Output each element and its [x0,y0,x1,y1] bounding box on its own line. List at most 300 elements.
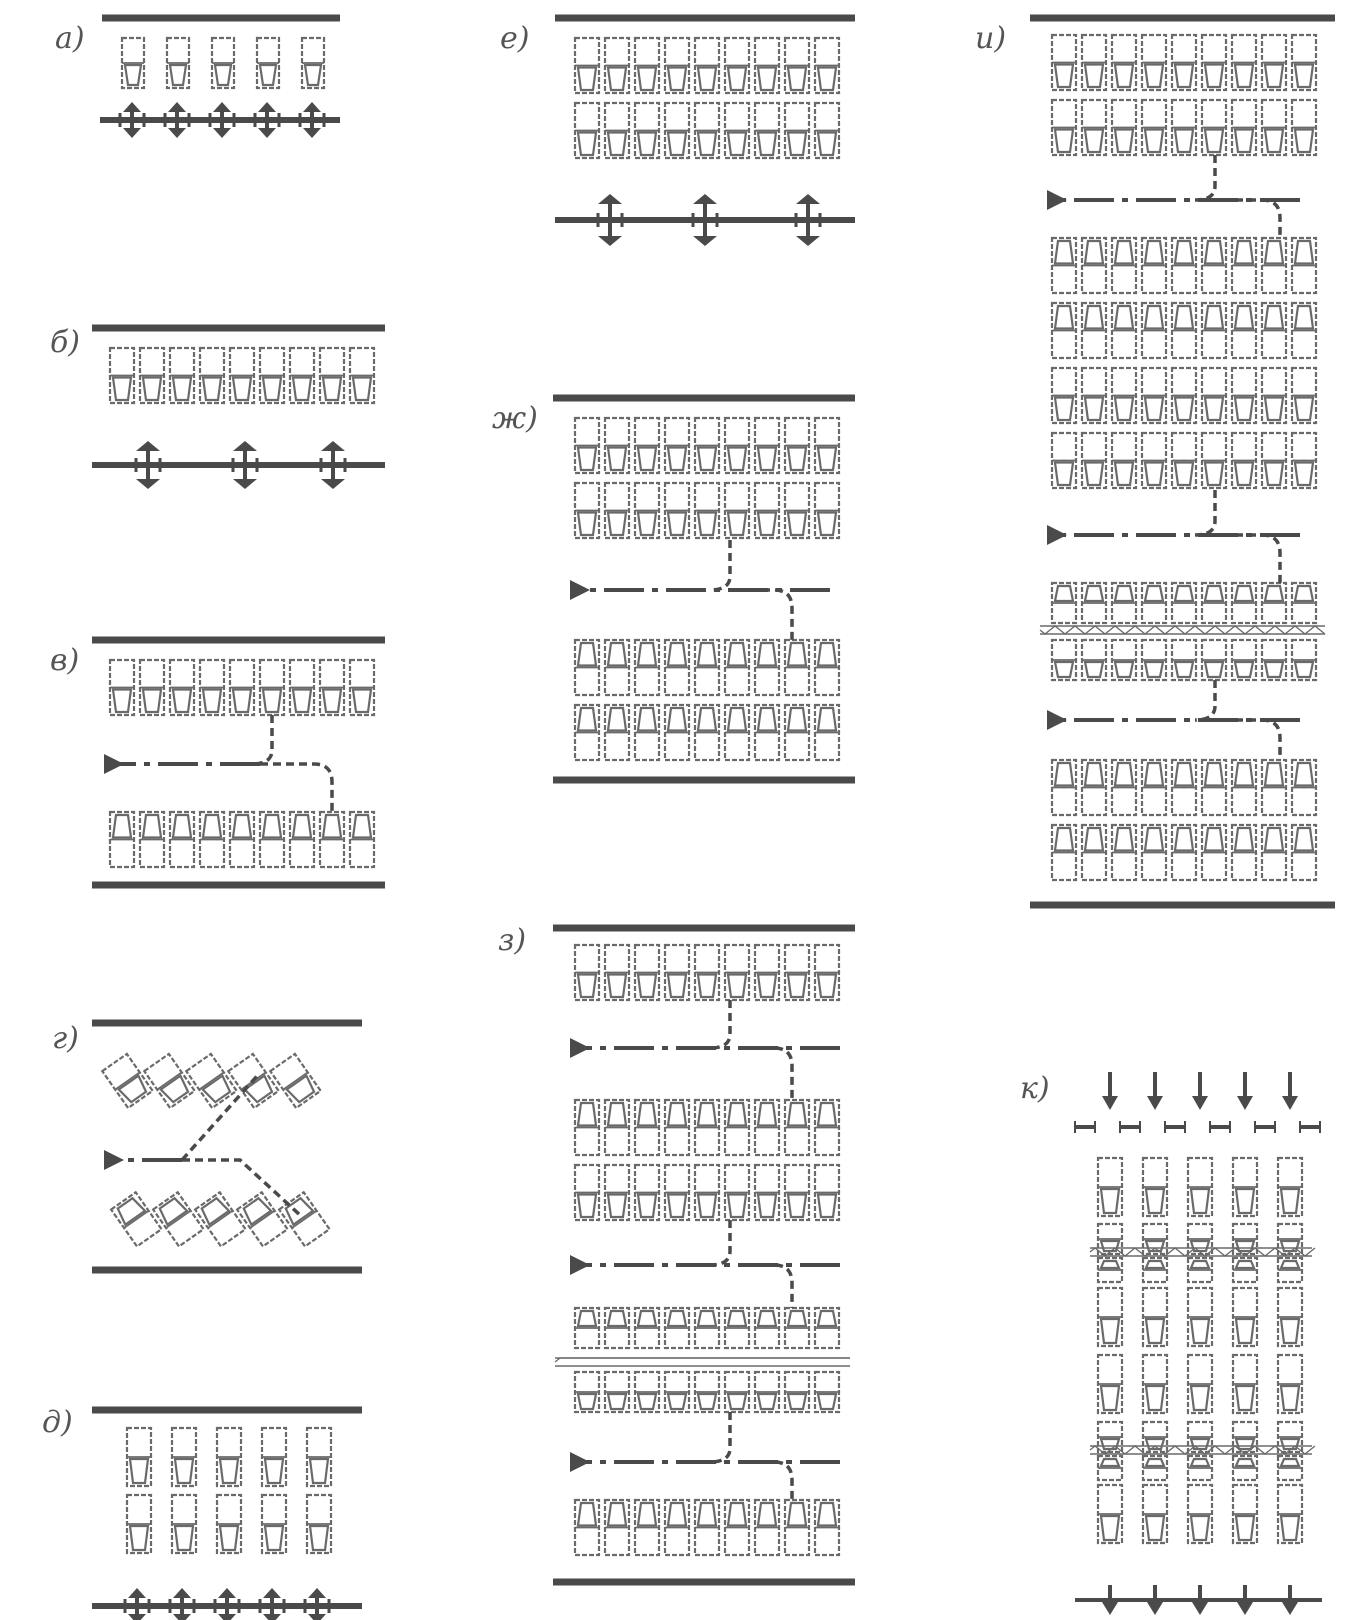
parking-stall [230,812,254,867]
parking-stall [1232,433,1256,488]
parking-stall [260,348,284,403]
angled-stall-group [195,1192,245,1246]
parking-stall [785,418,809,473]
parking-stall [725,38,749,93]
parking-stall [170,660,194,715]
parking-stall [1172,640,1196,680]
parking-stall [605,483,629,538]
parking-stall [1142,640,1166,680]
parking-stall [1112,35,1136,90]
parking-stall [1142,303,1166,358]
parking-stall [1278,1355,1302,1413]
parking-stall [635,945,659,1000]
exit-path [1195,155,1215,200]
parking-stall [815,418,839,473]
parking-stall [815,1308,839,1348]
parking-stall [1172,100,1196,155]
parking-stall [665,483,689,538]
parking-stall [1202,303,1226,358]
parking-stall [1202,368,1226,423]
parking-stall [635,1500,659,1555]
parking-stall [1143,1355,1167,1413]
angled-stall-group [153,1192,203,1246]
parking-stall [195,1192,245,1246]
parking-stall [1262,583,1286,623]
parking-stall [1188,1355,1212,1413]
parking-stall [110,348,134,403]
parking-stall [307,1495,331,1553]
parking-stall [260,812,284,867]
parking-stall [695,945,719,1000]
entry-arrow-icon [1102,1072,1118,1110]
parking-stall [1262,640,1286,680]
parking-stall [1112,303,1136,358]
parking-stall [1262,100,1286,155]
parking-stall [1202,35,1226,90]
parking-stall [1082,35,1106,90]
parking-stall [1082,640,1106,680]
parking-stall [1172,583,1196,623]
parking-stall [695,1372,719,1412]
parking-stall [1142,760,1166,815]
parking-stall [1292,35,1316,90]
label-d: д) [42,1405,73,1440]
angled-stall-group [102,1054,152,1108]
parking-stall [575,38,599,93]
parking-stall [635,103,659,158]
parking-stall [1098,1288,1122,1346]
parking-stall [1232,100,1256,155]
angled-stall-group [279,1192,329,1246]
parking-stall [1188,1288,1212,1346]
parking-stall [1052,583,1076,623]
parking-stall [110,660,134,715]
parking-stall [1098,1485,1122,1543]
parking-stall [635,1165,659,1220]
parking-stall [1082,303,1106,358]
parking-stall [665,1165,689,1220]
parking-stall [755,103,779,158]
parking-stall [815,945,839,1000]
parking-stall [290,660,314,715]
parking-stall [1278,1288,1302,1346]
divider-zigzag [1040,626,1325,634]
parking-stall [665,103,689,158]
parking-stall [755,418,779,473]
parking-stall [665,38,689,93]
entry-arrow-icon [1192,1072,1208,1110]
parking-stall [140,812,164,867]
parking-stall [785,1100,809,1155]
parking-stall [755,640,779,695]
parking-stall [725,1165,749,1220]
parking-stall [1143,1158,1167,1216]
parking-stall [212,38,234,88]
parking-stall [755,705,779,760]
parking-stall [257,38,279,88]
parking-stall [260,660,284,715]
parking-stall [1143,1224,1167,1254]
angled-stall-group [111,1192,161,1246]
parking-stall [1082,100,1106,155]
parking-stall [575,640,599,695]
parking-stall [725,945,749,1000]
parking-stall [665,640,689,695]
parking-stall [1278,1422,1302,1452]
parking-stall [1233,1355,1257,1413]
parking-stall [1172,433,1196,488]
parking-stall [695,38,719,93]
parking-stall [1233,1485,1257,1543]
parking-stall [1142,368,1166,423]
parking-stall [785,1308,809,1348]
parking-stall [1262,825,1286,880]
parking-stall [302,38,324,88]
parking-stall [1082,238,1106,293]
parking-stall [1172,303,1196,358]
exit-path [1195,680,1215,720]
parking-stall [1082,368,1106,423]
parking-stall [635,38,659,93]
parking-stall [1098,1158,1122,1216]
parking-stall [1278,1258,1302,1282]
label-k: к) [1020,1071,1050,1106]
parking-stall [815,1165,839,1220]
parking-stall [1172,238,1196,293]
parking-stall [1172,760,1196,815]
parking-stall [111,1192,161,1246]
parking-stall [1202,583,1226,623]
parking-stall [695,103,719,158]
parking-stall [1233,1258,1257,1282]
parking-stall [785,483,809,538]
entry-path [762,1048,792,1100]
parking-stall [665,418,689,473]
parking-stall [635,483,659,538]
parking-stall [1232,368,1256,423]
parking-stall [1082,433,1106,488]
parking-stall [605,418,629,473]
parking-stall [1232,238,1256,293]
parking-stall [230,660,254,715]
parking-stall [1278,1485,1302,1543]
parking-stall [1112,433,1136,488]
label-g: г) [52,1021,79,1056]
label-v: в) [50,643,80,678]
parking-stall [1052,35,1076,90]
parking-stall [725,103,749,158]
parking-stall [102,1054,152,1108]
angled-stall-group [237,1192,287,1246]
parking-stall [695,1100,719,1155]
parking-stall [755,483,779,538]
parking-stall [290,812,314,867]
parking-stall [122,38,144,88]
parking-stall [217,1428,241,1486]
parking-stall [785,945,809,1000]
parking-stall [695,1500,719,1555]
parking-stall [725,1500,749,1555]
parking-stall [1112,100,1136,155]
parking-stall [1052,368,1076,423]
parking-stall [1142,825,1166,880]
parking-stall [665,1100,689,1155]
parking-stall [127,1495,151,1553]
parking-stall [1292,100,1316,155]
parking-stall [1292,640,1316,680]
angled-stall-group [186,1054,236,1108]
parking-stall [1142,100,1166,155]
parking-stall [167,38,189,88]
parking-stall [186,1054,236,1108]
parking-stall [1233,1288,1257,1346]
parking-stall [350,348,374,403]
parking-stall [695,1165,719,1220]
parking-stall [320,348,344,403]
parking-stall [1233,1158,1257,1216]
parking-stall [350,660,374,715]
label-a: а) [55,21,85,56]
parking-stall [1142,35,1166,90]
parking-stall [635,1100,659,1155]
parking-stall [1292,368,1316,423]
parking-stall [575,1500,599,1555]
exit-path [710,1000,730,1048]
parking-stall [695,418,719,473]
entry-path [762,1265,792,1308]
parking-stall [279,1192,329,1246]
angled-stall-group [270,1054,320,1108]
parking-stall [725,1372,749,1412]
parking-stall [1098,1422,1122,1452]
parking-stall [755,38,779,93]
entry-path [762,1462,792,1500]
parking-stall [815,640,839,695]
parking-stall [695,483,719,538]
parking-stall [815,1372,839,1412]
parking-stall [1052,640,1076,680]
parking-stall [785,1372,809,1412]
parking-stall [725,1100,749,1155]
parking-stall [605,1500,629,1555]
parking-stall [172,1495,196,1553]
parking-stall [1188,1422,1212,1452]
parking-stall [140,660,164,715]
parking-stall [785,103,809,158]
entry-path [762,590,792,640]
parking-stall [785,705,809,760]
parking-stall [1278,1158,1302,1216]
parking-stall [1202,640,1226,680]
parking-stall [290,348,314,403]
parking-stall [1232,35,1256,90]
entry-arrow-icon [1237,1072,1253,1110]
exit-path [252,715,272,764]
parking-stall [815,1100,839,1155]
parking-stall [262,1495,286,1553]
parking-stall [1202,760,1226,815]
parking-stall [635,1308,659,1348]
parking-stall [605,38,629,93]
exit-path [1195,490,1215,535]
parking-stall [1143,1422,1167,1452]
parking-stall [1262,303,1286,358]
parking-stall [605,1308,629,1348]
parking-stall [170,348,194,403]
parking-stall [1202,100,1226,155]
parking-stall [1262,433,1286,488]
parking-stall [144,1054,194,1108]
parking-stall [695,1308,719,1348]
label-zh: ж) [492,401,538,436]
label-i: и) [975,21,1007,56]
parking-stall [307,1428,331,1486]
label-e: е) [500,21,530,56]
parking-stall [1172,825,1196,880]
parking-stall [1098,1224,1122,1254]
parking-stall [635,705,659,760]
parking-stall [1188,1456,1212,1480]
parking-stall [575,945,599,1000]
parking-stall [1188,1158,1212,1216]
parking-stall [1262,238,1286,293]
parking-stall [605,640,629,695]
parking-stall [575,1100,599,1155]
parking-stall [1082,825,1106,880]
parking-stall [237,1192,287,1246]
parking-stall [1202,433,1226,488]
parking-stall [1098,1456,1122,1480]
entry-arrow-icon [1282,1072,1298,1110]
parking-stall [1232,760,1256,815]
parking-stall [1292,238,1316,293]
parking-stall [755,1165,779,1220]
parking-stall [785,640,809,695]
parking-stall [230,348,254,403]
parking-stall [1052,100,1076,155]
parking-stall [725,483,749,538]
parking-stall [725,1308,749,1348]
parking-stall [1188,1485,1212,1543]
parking-stall [575,705,599,760]
parking-stall [1142,583,1166,623]
parking-stall [755,1372,779,1412]
parking-stall [665,705,689,760]
parking-stall [1202,238,1226,293]
parking-stall [755,1308,779,1348]
parking-stall [695,705,719,760]
parking-stall [350,812,374,867]
parking-stall [1142,238,1166,293]
parking-stall [1188,1224,1212,1254]
parking-stall [172,1428,196,1486]
entry-path [1235,200,1280,238]
parking-stall [1112,368,1136,423]
parking-stall [815,705,839,760]
label-b: б) [50,325,81,360]
parking-stall [1278,1224,1302,1254]
parking-stall [262,1428,286,1486]
parking-stall [320,812,344,867]
parking-stall [815,1500,839,1555]
parking-stall [1098,1258,1122,1282]
parking-stall [200,348,224,403]
parking-stall [320,660,344,715]
parking-stall [575,1165,599,1220]
parking-stall [1292,303,1316,358]
parking-stall [1232,825,1256,880]
parking-stall [1262,760,1286,815]
parking-stall [1278,1456,1302,1480]
parking-stall [785,38,809,93]
parking-stall [270,1054,320,1108]
parking-stall [725,418,749,473]
parking-stalls [102,35,1316,1555]
parking-stall [725,640,749,695]
parking-stall [605,705,629,760]
entry-arrow-icon [1147,1072,1163,1110]
parking-stall [1143,1288,1167,1346]
entry-path [1235,535,1280,583]
parking-stall [1292,583,1316,623]
parking-stall [1052,825,1076,880]
parking-stall [605,103,629,158]
entry-path [1235,720,1280,760]
parking-stall [170,812,194,867]
parking-stall [1188,1258,1212,1282]
parking-stall [815,38,839,93]
parking-stall [575,1308,599,1348]
parking-stall [725,705,749,760]
parking-stall [200,812,224,867]
parking-stall [1172,368,1196,423]
parking-stall [575,1372,599,1412]
angled-stall-group [144,1054,194,1108]
exit-path [710,1220,730,1265]
parking-stall [605,1165,629,1220]
parking-stall [755,945,779,1000]
parking-stall [200,660,224,715]
parking-stall [140,348,164,403]
parking-stall [665,945,689,1000]
parking-stall [665,1500,689,1555]
parking-stall [1143,1485,1167,1543]
parking-stall [217,1495,241,1553]
boundary-lines [92,18,1335,1582]
parking-stall [1052,760,1076,815]
parking-stall [605,1372,629,1412]
parking-stall [1052,433,1076,488]
exit-path [710,1412,730,1462]
parking-stall [1292,760,1316,815]
parking-stall [1142,433,1166,488]
parking-stall [815,483,839,538]
parking-stall [695,640,719,695]
parking-stall [1143,1258,1167,1282]
parking-stall [815,103,839,158]
parking-stall [635,640,659,695]
parking-stall [153,1192,203,1246]
parking-stall [665,1372,689,1412]
parking-stall [127,1428,151,1486]
parking-stall [1233,1456,1257,1480]
parking-stall [575,103,599,158]
parking-stall [665,1308,689,1348]
parking-stall [1262,368,1286,423]
parking-stall [755,1500,779,1555]
divider-zigzag [555,1358,850,1362]
parking-stall [1112,583,1136,623]
